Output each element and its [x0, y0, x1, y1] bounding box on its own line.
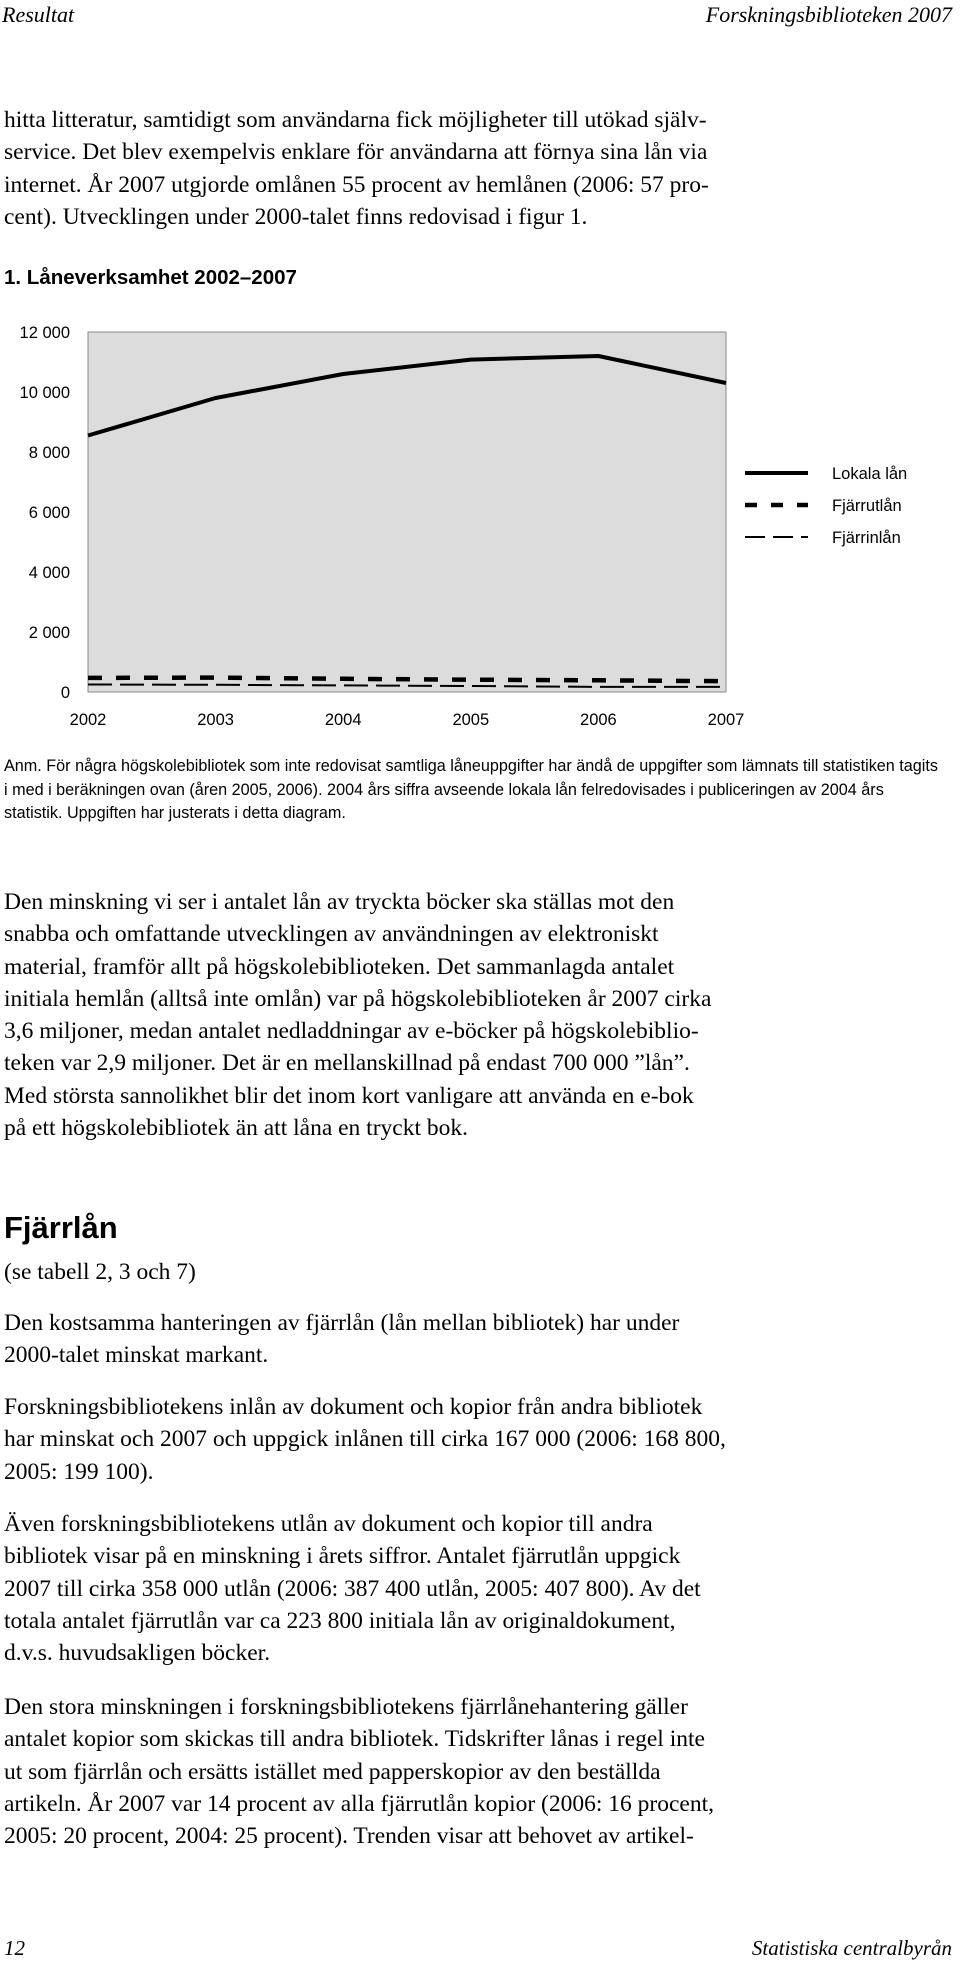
section-table-reference: (se tabell 2, 3 och 7)	[4, 1259, 196, 1285]
y-tick-label: 8 000	[28, 444, 70, 462]
text-line: d.v.s. huvudsakligen böcker.	[4, 1640, 271, 1667]
note-label: Anm.	[4, 757, 42, 775]
note-text: För några högskolebibliotek som inte redovisat samtliga låneuppgifter har ändå de uppgifter som lämnats till statistiken tagits i med i beräkningen ovan (åren 2005, 2006). 2004 års siffra avseende lokala lån felredovisades i publiceringen av 2004 års statistik. Uppgiften har justerats i detta diagram.	[4, 757, 938, 822]
text-line: internet. År 2007 utgjorde omlånen 55 procent av hemlånen (2006: 57 pro-	[4, 171, 709, 198]
y-tick-label: 0	[60, 684, 70, 702]
header-publication-title: Forskningsbiblioteken 2007	[705, 2, 952, 27]
text-line: 3,6 miljoner, medan antalet nedladdningar av e-böcker på högskolebiblio-	[4, 1018, 699, 1045]
text-line: artikeln. År 2007 var 14 procent av alla fjärrutlån kopior (2006: 16 procent,	[4, 1790, 714, 1817]
text-line: service. Det blev exempelvis enklare för användarna att förnya sina lån via	[4, 139, 708, 166]
text-line: Även forskningsbibliotekens utlån av dokument och kopior till andra	[4, 1511, 653, 1537]
text-line: Forskningsbibliotekens inlån av dokument och kopior från andra bibliotek	[4, 1394, 703, 1420]
section-paragraph-2	[4, 1391, 944, 1488]
text-line: hitta litteratur, samtidigt som användarna fick möjligheter till utökad själv-	[4, 107, 707, 133]
section-paragraph-3	[4, 1508, 944, 1669]
text-line: 2005: 199 100).	[4, 1458, 154, 1485]
text-line: totala antalet fjärrutlån var ca 223 800 initiala lån av originaldokument,	[4, 1607, 676, 1634]
header-section-title: Resultat	[2, 2, 75, 27]
text-line: Med största sannolikhet blir det inom kort vanligare att använda en e-bok	[4, 1082, 694, 1109]
plot-area	[88, 332, 726, 692]
text-line: har minskat och 2007 och uppgick inlånen till cirka 167 000 (2006: 168 800,	[4, 1426, 726, 1453]
text-line: bibliotek visar på en minskning i årets siffror. Antalet fjärrutlån uppgick	[4, 1543, 681, 1570]
legend-label: Fjärrutlån	[832, 497, 902, 515]
y-tick-label: 2 000	[28, 624, 70, 642]
figure-title: 1. Låneverksamhet 2002–2007	[4, 266, 297, 289]
publisher-name: Statistiska centralbyrån	[751, 1936, 952, 1960]
y-tick-label: 10 000	[19, 384, 70, 402]
section-heading: Fjärrlån	[4, 1210, 118, 1245]
text-line: 2000-talet minskat markant.	[4, 1342, 269, 1369]
section-paragraph-4	[4, 1691, 944, 1852]
section-paragraph-1	[4, 1307, 944, 1372]
text-line: Den kostsamma hanteringen av fjärrlån (lån mellan bibliotek) har under	[4, 1310, 680, 1336]
y-tick-label: 6 000	[28, 504, 70, 522]
x-tick-label: 2007	[707, 711, 745, 729]
text-line: 2007 till cirka 358 000 utlån (2006: 387 400 utlån, 2005: 407 800). Av det	[4, 1575, 701, 1602]
text-line: Den stora minskningen i forskningsbibliotekens fjärrlånehantering gäller	[4, 1694, 688, 1720]
y-tick-label: 12 000	[19, 324, 70, 342]
x-tick-label: 2003	[197, 711, 234, 729]
text-line: cent). Utvecklingen under 2000-talet finns redovisad i figur 1.	[4, 203, 588, 230]
x-tick-label: 2002	[69, 711, 107, 729]
x-tick-label: 2006	[580, 711, 617, 729]
body-paragraph	[4, 886, 944, 1144]
text-line: snabba och omfattande utvecklingen av användningen av elektroniskt	[4, 921, 659, 948]
text-line: Den minskning vi ser i antalet lån av tryckta böcker ska ställas mot den	[4, 889, 675, 915]
page-number: 12	[4, 1936, 25, 1960]
text-line: ut som fjärrlån och ersätts istället med papperskopior av den beställda	[4, 1758, 661, 1785]
legend-label: Lokala lån	[832, 465, 908, 483]
intro-paragraph	[4, 104, 944, 233]
x-tick-label: 2004	[324, 711, 362, 729]
text-line: på ett högskolebibliotek än att låna en tryckt bok.	[4, 1115, 468, 1142]
page-footer	[0, 1932, 960, 1968]
text-line: 2005: 20 procent, 2004: 25 procent). Trenden visar att behovet av artikel-	[4, 1823, 694, 1850]
legend-label: Fjärrinlån	[832, 529, 901, 547]
x-tick-label: 2005	[452, 711, 490, 729]
text-line: material, framför allt på högskolebiblioteken. Det sammanlagda antalet	[4, 953, 675, 980]
figure-note	[4, 755, 944, 826]
text-line: teken var 2,9 miljoner. Det är en mellanskillnad på endast 700 000 ”lån”.	[4, 1050, 690, 1077]
text-line: initiala hemlån (alltså inte omlån) var på högskolebiblioteken år 2007 cirka	[4, 985, 712, 1012]
text-line: antalet kopior som skickas till andra bibliotek. Tidskrifter lånas i regel inte	[4, 1726, 705, 1753]
loan-activity-chart	[0, 310, 960, 740]
y-tick-label: 4 000	[28, 564, 70, 582]
running-header	[0, 0, 960, 30]
